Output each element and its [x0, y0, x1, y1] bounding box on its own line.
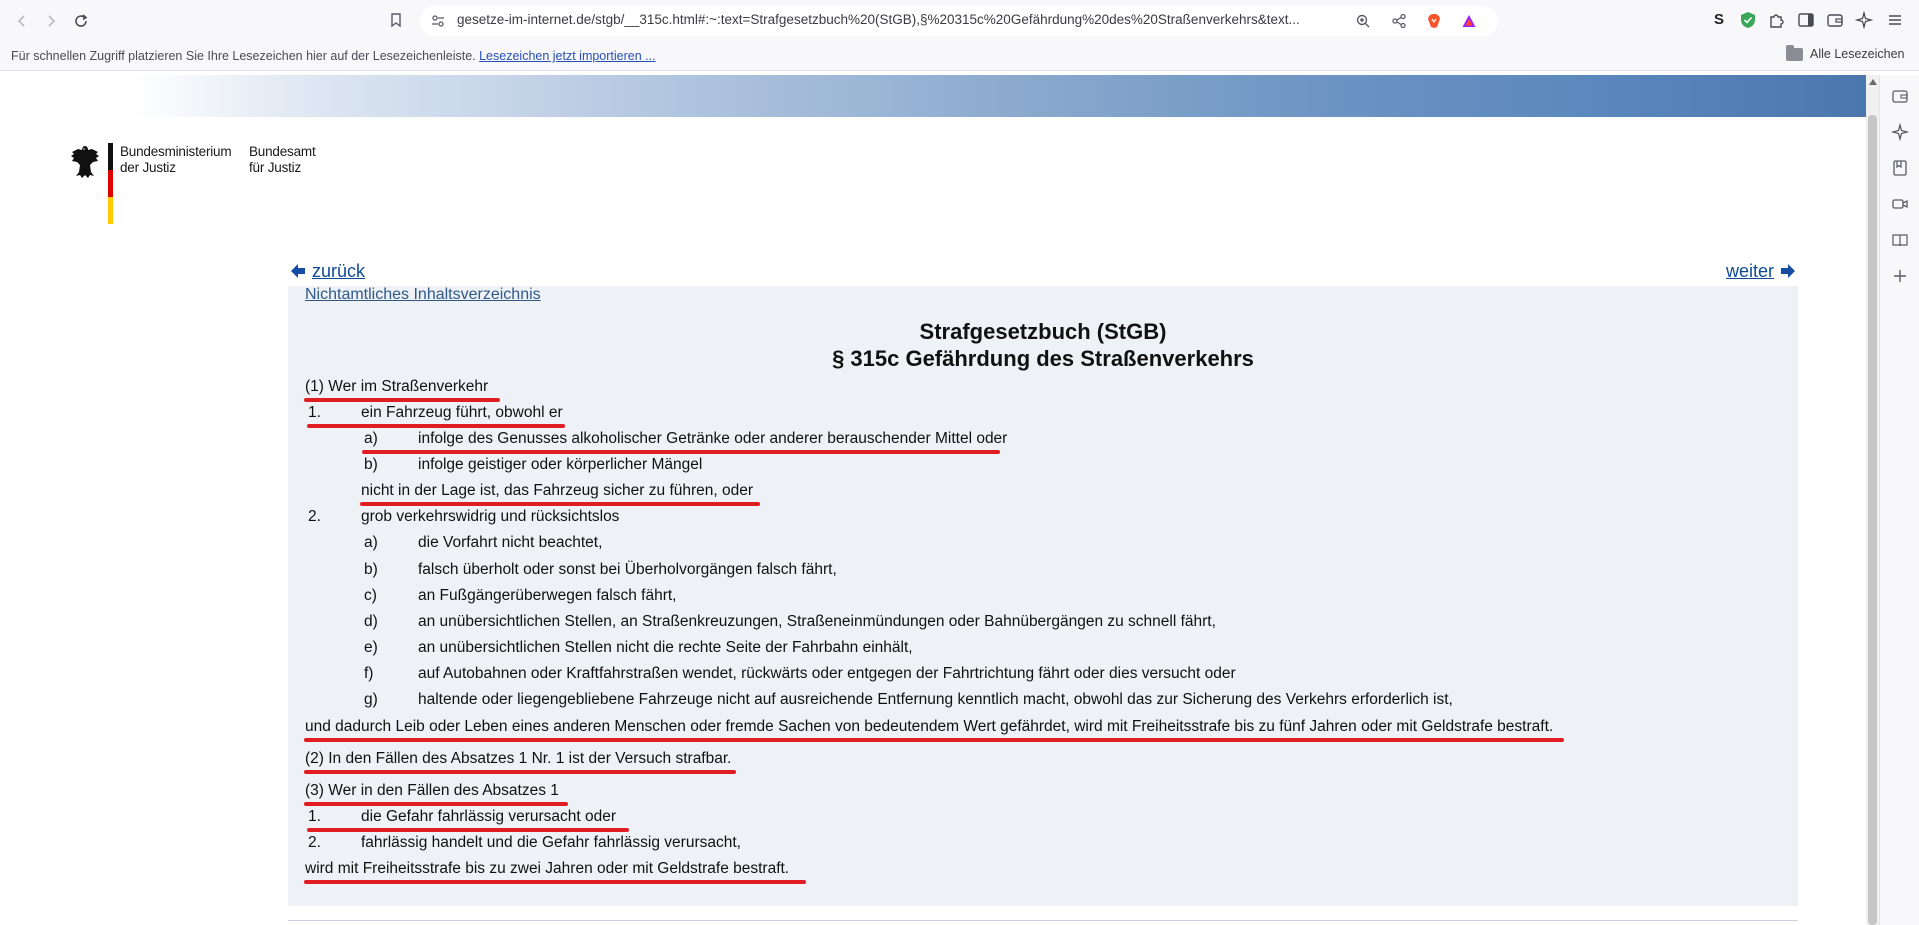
subitem-2c-text: an Fußgängerüberwegen falsch fährt, — [418, 587, 677, 604]
folder-icon — [1786, 48, 1803, 61]
video-call-icon[interactable] — [1891, 195, 1909, 213]
brave-rewards-icon[interactable] — [1461, 13, 1477, 29]
item-number: 2. — [308, 508, 321, 525]
german-flag-stripe — [108, 143, 113, 224]
item-2-text: grob verkehrswidrig und rücksichtslos — [361, 508, 620, 525]
subitem-letter: a) — [364, 430, 378, 447]
office-name — [249, 144, 316, 176]
wallet-icon[interactable] — [1891, 87, 1909, 105]
all-bookmarks-button[interactable] — [1786, 47, 1905, 61]
annotation-underline — [360, 502, 760, 506]
subitem-2b-text: falsch überholt oder sonst bei Überholvorgängen falsch fährt, — [418, 561, 837, 578]
office-line2: für Justiz — [249, 160, 302, 175]
ministry-line2: der Justiz — [120, 160, 176, 175]
annotation-underline — [304, 880, 806, 884]
web-page — [0, 75, 1866, 925]
ministry-name — [120, 144, 231, 176]
bookmarks-icon[interactable] — [1891, 159, 1909, 177]
browser-sidebar — [1879, 75, 1919, 925]
next-link[interactable] — [1726, 261, 1796, 282]
annotation-underline — [304, 802, 568, 806]
sidebar-toggle-icon[interactable] — [1797, 11, 1815, 29]
next-link-label: weiter — [1725, 261, 1774, 281]
paragraph-1-conclusion: und dadurch Leib oder Leben eines anderen Menschen oder fremde Sachen von bedeutendem Wert gefährdet, wird mit Freiheitsstrafe bis zu fünf Jahren oder mit Geldstrafe bestraft. — [305, 718, 1554, 735]
annotation-underline — [307, 424, 565, 428]
annotation-underline — [362, 450, 1000, 454]
scrollbar-thumb[interactable] — [1868, 115, 1877, 925]
subitem-2a-text: die Vorfahrt nicht beachtet, — [418, 534, 603, 551]
paragraph-2: (2) In den Fällen des Absatzes 1 Nr. 1 ist der Versuch strafbar. — [305, 750, 732, 767]
back-link[interactable] — [290, 261, 365, 282]
arrow-right-icon — [1780, 263, 1796, 281]
subitem-letter: e) — [364, 639, 378, 656]
zoom-icon[interactable] — [1355, 13, 1371, 29]
leo-ai-icon[interactable] — [1855, 11, 1873, 29]
section-title: § 315c Gefährdung des Straßenverkehrs — [832, 346, 1254, 371]
header-banner — [0, 75, 1866, 117]
browser-toolbar — [0, 0, 1919, 41]
bmj-logo[interactable] — [64, 143, 324, 243]
annotation-underline — [307, 828, 629, 832]
subitem-2f-text: auf Autobahnen oder Kraftfahrstraßen wendet, rückwärts oder entgegen der Fahrtrichtung fährt oder dies versucht oder — [418, 665, 1236, 682]
page-scrollbar[interactable] — [1866, 75, 1879, 925]
subitem-letter: d) — [364, 613, 378, 630]
annotation-underline — [304, 398, 500, 402]
subitem-letter: f) — [364, 665, 374, 682]
p3-item-1-text: die Gefahr fahrlässig verursacht oder — [361, 808, 617, 825]
import-bookmarks-link[interactable]: Lesezeichen jetzt importieren ... — [479, 49, 656, 63]
subitem-1b-text: infolge geistiger oder körperlicher Mängel — [418, 456, 703, 473]
arrow-left-icon — [290, 263, 306, 281]
subitem-letter: c) — [364, 587, 377, 604]
add-panel-icon[interactable] — [1891, 267, 1909, 285]
toc-link[interactable]: Nichtamtliches Inhaltsverzeichnis — [305, 286, 541, 303]
item-1-text: ein Fahrzeug führt, obwohl er — [361, 404, 563, 421]
subitem-2d-text: an unübersichtlichen Stellen, an Straßenkreuzungen, Straßeneinmündungen oder Bahnübergängen zu schnell fährt, — [418, 613, 1216, 630]
p3-item-2-text: fahrlässig handelt und die Gefahr fahrlässig verursacht, — [361, 834, 741, 851]
item-number: 2. — [308, 834, 321, 851]
item-1-conclusion: nicht in der Lage ist, das Fahrzeug sicher zu führen, oder — [361, 482, 754, 499]
bookmark-icon[interactable] — [388, 12, 404, 28]
scroll-up-arrow-icon[interactable] — [1869, 79, 1877, 85]
paragraph-3-intro: (3) Wer in den Fällen des Absatzes 1 — [305, 782, 559, 799]
subitem-letter: g) — [364, 691, 378, 708]
back-link-label: zurück — [312, 261, 366, 281]
subitem-letter: b) — [364, 561, 378, 578]
menu-icon[interactable] — [1886, 11, 1904, 29]
paragraph-3-conclusion: wird mit Freiheitsstrafe bis zu zwei Jahren oder mit Geldstrafe bestraft. — [305, 860, 790, 877]
office-line1: Bundesamt — [249, 144, 316, 159]
subitem-2e-text: an unübersichtlichen Stellen nicht die rechte Seite der Fahrbahn einhält, — [418, 639, 913, 656]
extensions-puzzle-icon[interactable] — [1768, 11, 1786, 29]
ministry-line1: Bundesministerium — [120, 144, 232, 159]
forward-arrow-icon[interactable] — [38, 8, 64, 34]
wallet-icon[interactable] — [1826, 11, 1844, 29]
subitem-letter: a) — [364, 534, 378, 551]
law-title: Strafgesetzbuch (StGB) — [919, 319, 1167, 344]
subitem-2g-text: haltende oder liegengebliebene Fahrzeuge nicht auf ausreichende Entfernung kenntlich macht, obwohl das zur Sicherung des Verkehrs erforderlich ist, — [418, 691, 1453, 708]
url-text[interactable]: gesetze-im-internet.de/stgb/__315c.html#:~:text=Strafgesetzbuch%20(StGB),§%20315c%20Gefährdung%20des%20Straßenverkehrs&text... — [457, 12, 1300, 27]
extension-s-icon[interactable]: S — [1713, 11, 1724, 28]
subitem-letter: b) — [364, 456, 378, 473]
share-icon[interactable] — [1391, 13, 1407, 29]
leo-ai-icon[interactable] — [1891, 123, 1909, 141]
subitem-1a-text: infolge des Genusses alkoholischer Getränke oder anderer berauschender Mittel oder — [418, 430, 1008, 447]
bookmarks-hint — [11, 49, 656, 63]
extension-shield-icon[interactable] — [1739, 11, 1757, 29]
brave-shields-icon[interactable] — [1426, 13, 1442, 29]
paragraph-1-intro: (1) Wer im Straßenverkehr — [305, 378, 489, 395]
back-arrow-icon[interactable] — [9, 8, 35, 34]
annotation-underline — [304, 770, 736, 774]
law-content — [288, 286, 1798, 906]
reading-list-icon[interactable] — [1891, 231, 1909, 249]
content-bottom-border — [288, 920, 1798, 921]
annotation-underline — [304, 738, 1564, 742]
site-settings-icon[interactable] — [430, 13, 446, 29]
item-number: 1. — [308, 404, 321, 421]
federal-eagle-icon — [68, 143, 102, 181]
page-title — [288, 318, 1798, 372]
all-bookmarks-label: Alle Lesezeichen — [1810, 47, 1905, 61]
bookmarks-bar — [0, 41, 1919, 71]
reload-icon[interactable] — [68, 8, 94, 34]
paragraph-navigation — [288, 261, 1798, 285]
bookmarks-hint-text: Für schnellen Zugriff platzieren Sie Ihre Lesezeichen hier auf der Lesezeichenleiste. — [11, 49, 476, 63]
item-number: 1. — [308, 808, 321, 825]
